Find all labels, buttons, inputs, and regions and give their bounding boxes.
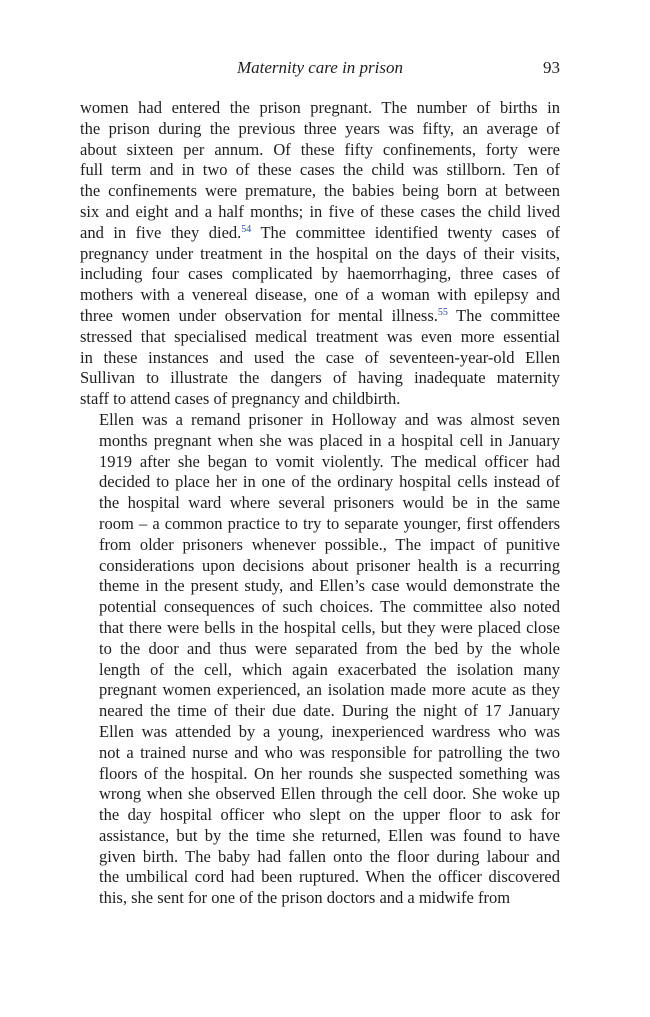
line-text: months pregnant when she was placed in a hospital cell in January [99,430,560,450]
text-line [80,597,560,618]
page-number: 93 [543,58,560,77]
line-text: room – a common practice to try to separate younger, first offenders [99,513,560,533]
line-text: the umbilical cord had been ruptured. When the officer discovered [99,867,560,887]
line-text: assistance, but by the time she returned, Ellen was found to have [99,825,560,845]
text-line [80,452,560,473]
line-text: pregnant women experienced, an isolation made more acute as they [99,680,560,700]
text-line [80,348,560,369]
footnote-reference[interactable]: 54 [241,223,252,235]
text-line [80,410,560,431]
text-line [80,722,560,743]
text-line [80,805,560,826]
line-text: neared the time of their due date. During the night of 17 January [99,701,560,721]
text-line [80,660,560,681]
line-text: including four cases complicated by haemorrhaging, three cases of [80,264,560,284]
text-line [80,431,560,452]
text-line [80,327,560,348]
text-line [80,389,560,410]
line-text: considerations upon decisions about prisoner health is a recurring [99,555,560,575]
text-line [80,867,560,888]
line-text: from older prisoners whenever possible., The impact of punitive [99,534,560,554]
text-line [80,826,560,847]
line-text: decided to place her in one of the ordinary hospital cells instead of [99,472,560,492]
text-line [80,119,560,140]
line-text: Sullivan to illustrate the dangers of having inadequate maternity [80,368,560,388]
running-head [80,56,560,80]
line-text: women had entered the prison pregnant. The number of births in [80,98,560,117]
text-line [80,181,560,202]
text-line [80,576,560,597]
line-text: the prison during the previous three years was fifty, an average of [80,118,560,138]
text-line [80,493,560,514]
line-text: wrong when she observed Ellen through the cell door. She woke up [99,784,560,804]
text-line [80,535,560,556]
text-line [80,306,560,327]
line-text: full term and in two of these cases the child was stillborn. Ten of [80,160,560,180]
paragraph-1 [80,98,560,410]
line-text: Ellen was attended by a young, inexperienced wardress who was [99,721,560,741]
text-line [80,764,560,785]
footnote-reference[interactable]: 55 [437,306,448,318]
line-text: floors of the hospital. On her rounds she suspected something was [99,763,560,783]
text-line [80,556,560,577]
text-line [80,140,560,161]
text-line [80,618,560,639]
text-line [80,285,560,306]
line-text: Ellen was a remand prisoner in Holloway and was almost seven [99,409,560,429]
text-line [80,514,560,535]
text-line [80,680,560,701]
text-line [80,639,560,660]
line-text: stressed that specialised medical treatment was even more essential [80,326,560,346]
line-text: The committee [447,305,561,325]
line-text: the day hospital officer who slept on the upper floor to ask for [99,805,560,825]
text-line [80,160,560,181]
line-text: that there were bells in the hospital cells, but they were placed close [99,617,560,637]
line-text: theme in the present study, and Ellen’s case would demonstrate the [99,576,560,596]
line-text: this, she sent for one of the prison doctors and a midwife from [99,888,511,908]
text-line [80,888,560,909]
line-text: The committee identified twenty cases of [251,222,560,242]
text-line [80,847,560,868]
text-line [80,743,560,764]
line-text: six and eight and a half months; in five of these cases the child lived [80,201,560,221]
line-text: not a trained nurse and who was responsible for patrolling the two [99,742,560,762]
line-text: pregnancy under treatment in the hospital on the days of their visits, [80,243,560,263]
line-text: 1919 after she began to vomit violently. The medical officer had [99,451,560,471]
paragraph-2 [80,410,560,909]
body-text [80,98,560,909]
line-text: the confinements were premature, the babies being born at between [80,181,560,201]
line-text: and in five they died. [80,222,242,242]
line-text: given birth. The baby had fallen onto the floor during labour and [99,846,560,866]
line-text: length of the cell, which again exacerbated the isolation many [99,659,560,679]
text-line [80,264,560,285]
text-line [80,202,560,223]
text-line [80,784,560,805]
line-text: in these instances and used the case of seventeen-year-old Ellen [80,347,560,367]
line-text: staff to attend cases of pregnancy and childbirth. [80,389,401,409]
running-title: Maternity care in prison [236,58,404,77]
line-text: three women under observation for mental illness. [80,305,438,325]
text-line [80,98,560,119]
line-text: about sixteen per annum. Of these fifty confinements, forty were [80,139,560,159]
text-line [80,472,560,493]
text-line [80,701,560,722]
text-line [80,244,560,265]
line-text: mothers with a venereal disease, one of a woman with epilepsy and [80,285,560,305]
line-text: to the door and thus were separated from the bed by the whole [99,638,560,658]
line-text: the hospital ward where several prisoners would be in the same [99,493,560,513]
text-line [80,223,560,244]
line-text: potential consequences of such choices. The committee also noted [99,597,560,617]
text-line [80,368,560,389]
